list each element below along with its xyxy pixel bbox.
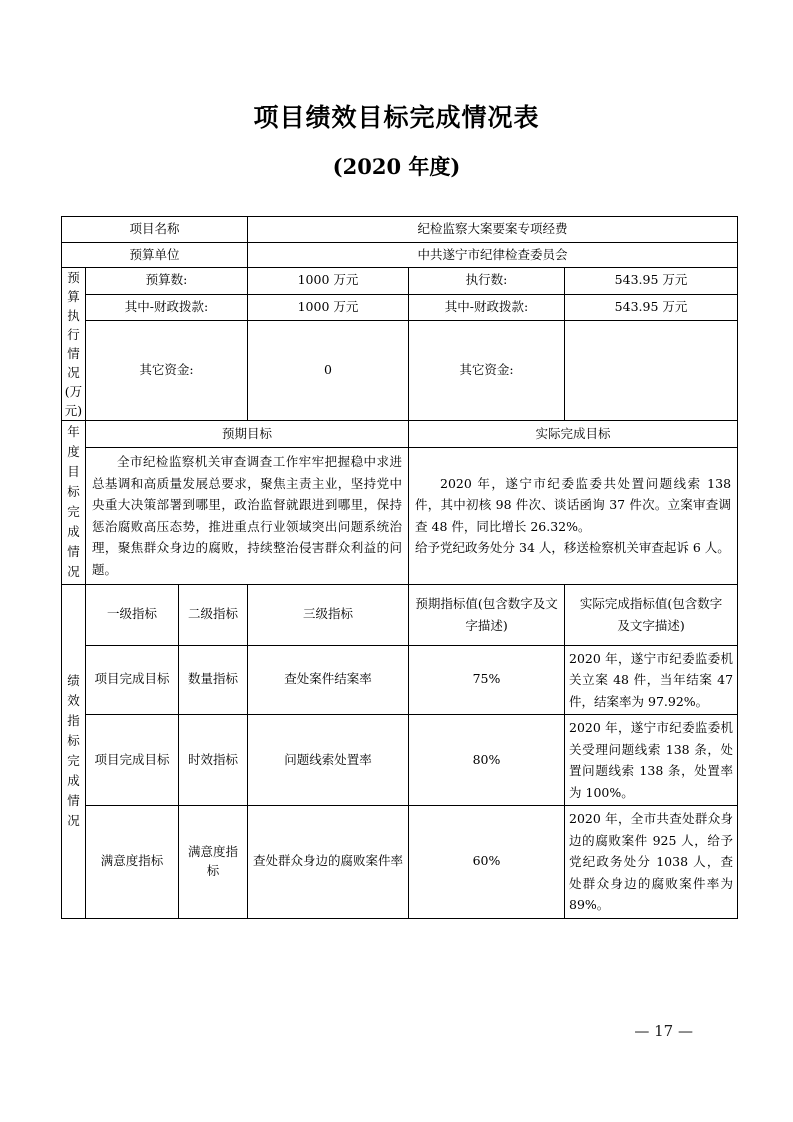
table-row (62, 806, 738, 919)
actual-goal-text-cell (409, 448, 738, 585)
executed-amount-label: 执行数: (409, 268, 565, 295)
budget-amount-value: 1000 万元 (248, 268, 409, 295)
budget-execution-section-label: 预算执行情况(万元) (62, 268, 86, 421)
table-row (62, 645, 738, 715)
header-level2: 二级指标 (179, 584, 248, 645)
other-funds-value-left: 0 (248, 321, 409, 421)
actual-goal-text-p2: 给予党纪政务处分 34 人，移送检察机关审查起诉 6 人。 (415, 540, 730, 556)
fiscal-allocation-label-left: 其中-财政拨款: (86, 294, 248, 321)
budget-unit-value: 中共遂宁市纪律检查委员会 (248, 243, 738, 268)
indicator-level1-cell: 项目完成目标 (86, 715, 179, 806)
indicator-level1-cell: 满意度指标 (86, 806, 179, 919)
table-row (62, 584, 738, 645)
other-funds-label-left: 其它资金: (86, 321, 248, 421)
fiscal-allocation-value-left: 1000 万元 (248, 294, 409, 321)
table-row (62, 268, 738, 295)
header-level3: 三级指标 (248, 584, 409, 645)
actual-goal-header: 实际完成目标 (409, 421, 738, 448)
indicator-expected-cell: 75% (409, 645, 565, 715)
indicator-actual-cell: 2020 年，遂宁市纪委监委机关受理问题线索 138 条，处置问题线索 138 条，处置率为 100%。 (565, 715, 738, 806)
table-row (62, 321, 738, 421)
actual-goal-text-p1: 2020 年，遂宁市纪委监委共处置问题线索 138 件，其中初核 98 件次、谈话函询 37 件次。立案审查调查 48 件，同比增长 26.32%。 (415, 475, 732, 534)
budget-amount-label: 预算数: (86, 268, 248, 295)
performance-section-label: 绩效指标完成情况 (62, 584, 86, 918)
page-number: — 17 — (634, 1022, 693, 1040)
indicator-level2-cell: 满意度指标 (179, 806, 248, 919)
expected-goal-header: 预期目标 (86, 421, 409, 448)
project-name-label: 项目名称 (62, 217, 248, 243)
header-expected-value: 预期指标值(包含数字及文字描述) (409, 584, 565, 645)
indicator-level2-cell: 数量指标 (179, 645, 248, 715)
table-row (62, 448, 738, 585)
other-funds-value-right (565, 321, 738, 421)
expected-goal-text-cell (86, 448, 409, 585)
performance-table (61, 216, 738, 919)
indicator-level3-cell: 问题线索处置率 (248, 715, 409, 806)
table-row (62, 217, 738, 243)
indicator-expected-cell: 80% (409, 715, 565, 806)
fiscal-allocation-value-right: 543.95 万元 (565, 294, 738, 321)
header-level1: 一级指标 (86, 584, 179, 645)
other-funds-label-right: 其它资金: (409, 321, 565, 421)
indicator-level2-cell: 时效指标 (179, 715, 248, 806)
budget-unit-label: 预算单位 (62, 243, 248, 268)
executed-amount-value: 543.95 万元 (565, 268, 738, 295)
page-subtitle: (2020 年度) (332, 154, 461, 179)
table-row (62, 243, 738, 268)
project-name-value: 纪检监察大案要案专项经费 (248, 217, 738, 243)
table-row (62, 294, 738, 321)
indicator-actual-cell: 2020 年，全市共查处群众身边的腐败案件 925 人，给予党纪政务处分 1038 人，查处群众身边的腐败案件率为 89%。 (565, 806, 738, 919)
page-title: 项目绩效目标完成情况表 (253, 103, 540, 132)
indicator-actual-cell: 2020 年，遂宁市纪委监委机关立案 48 件，当年结案 47 件，结案率为 97.92%。 (565, 645, 738, 715)
expected-goal-text: 全市纪检监察机关审查调查工作牢牢把握稳中求进总基调和高质量发展总要求，聚焦主责主业，坚持党中央重大决策部署到哪里，政治监督就跟进到哪里，保持惩治腐败高压态势，推进重点行业领域突出问题系统治理，聚焦群众身边的腐败，持续整治侵害群众利益的问题。 (92, 454, 403, 577)
annual-goal-section-label: 年度目标完成情况 (62, 421, 86, 585)
fiscal-allocation-label-right: 其中-财政拨款: (409, 294, 565, 321)
indicator-expected-cell: 60% (409, 806, 565, 919)
indicator-level3-cell: 查处案件结案率 (248, 645, 409, 715)
table-row (62, 421, 738, 448)
header-actual-value: 实际完成指标值(包含数字及文字描述) (565, 584, 738, 645)
indicator-level3-cell: 查处群众身边的腐败案件率 (248, 806, 409, 919)
indicator-level1-cell: 项目完成目标 (86, 645, 179, 715)
table-row (62, 715, 738, 806)
